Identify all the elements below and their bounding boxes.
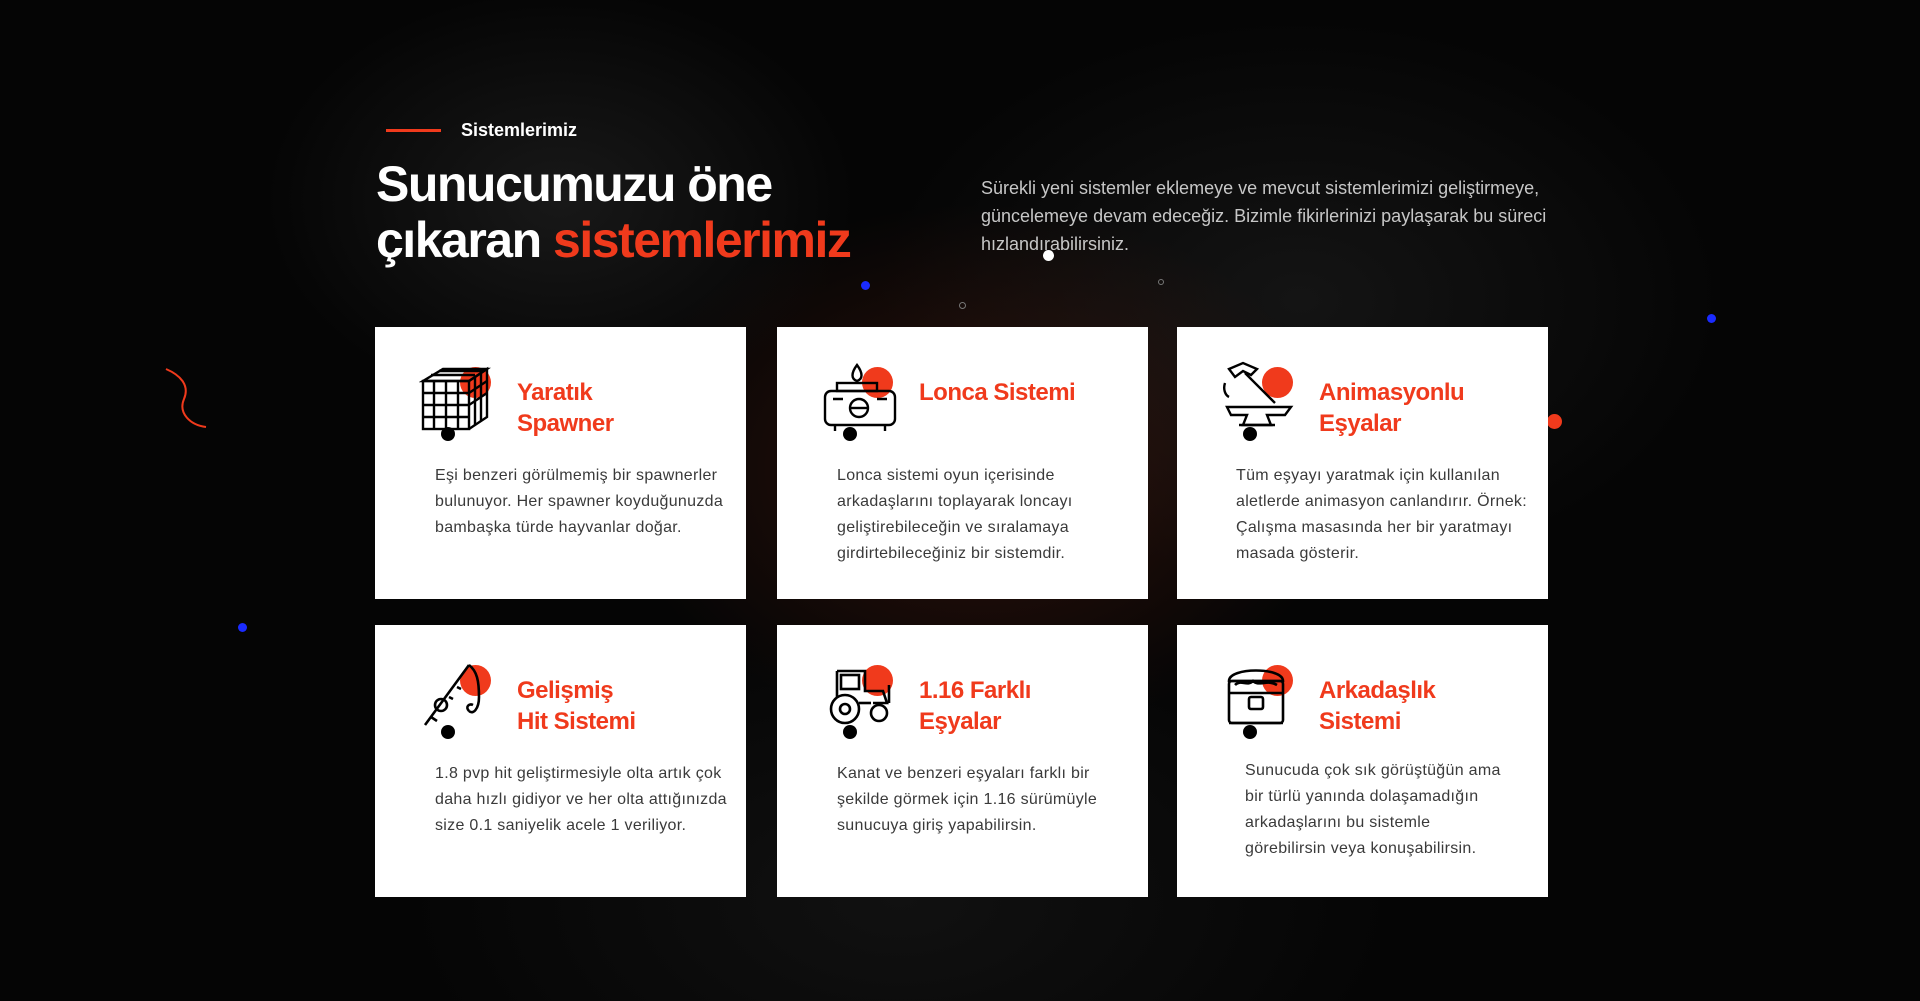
guild-stove-icon xyxy=(821,359,899,437)
eyebrow-line xyxy=(386,129,441,132)
heading-line1: Sunucumuzu öne xyxy=(376,156,772,212)
heading-line2-plain: çıkaran xyxy=(376,212,541,268)
decor-squiggle xyxy=(160,365,210,430)
feature-card-hit-system xyxy=(375,625,746,897)
card-description: Tüm eşyayı yaratmak için kullanılan aletlerde animasyon canlandırır. Örnek: Çalışma masasında her bir yaratmayı masada gösterir. xyxy=(1236,467,1527,562)
feature-card-spawner xyxy=(375,327,746,599)
heading-line2-accent: sistemlerimiz xyxy=(553,212,851,268)
section-heading xyxy=(376,156,850,268)
hammer-anvil-icon xyxy=(1221,359,1299,437)
decor-ring xyxy=(1158,279,1164,285)
feature-card-friendship xyxy=(1177,625,1548,897)
card-description: Sunucuda çok sık görüştüğün ama bir türlü yanında dolaşamadığın arkadaşlarını bu sistemle görebilirsin veya konuşabilirsin. xyxy=(1245,762,1501,857)
section-eyebrow xyxy=(386,120,577,141)
eyebrow-label: Sistemlerimiz xyxy=(461,120,578,140)
feature-card-animated-items xyxy=(1177,327,1548,599)
decor-dot-blue xyxy=(861,281,870,290)
tractor-icon xyxy=(821,657,899,735)
card-description: Kanat ve benzeri eşyaları farklı bir şekilde görmek için 1.16 sürümüyle sunucuya giriş yapabilirsin. xyxy=(837,765,1098,834)
section-intro: Sürekli yeni sistemler eklemeye ve mevcut sistemlerimizi geliştirmeye, güncelemeye devam edeceğiz. Bizimle fikirlerinizi paylaşarak bu süreci hızlandırabilirsiniz. xyxy=(981,178,1547,254)
card-description: Lonca sistemi oyun içerisinde arkadaşlarını toplayarak loncayı geliştirebileceğin ve sıralamaya girdirtebileceğiniz bir sistemdir. xyxy=(837,467,1073,562)
card-title: Gelişmiş Hit Sistemi xyxy=(517,677,636,735)
spawner-cage-icon xyxy=(419,359,497,437)
decor-dot-blue xyxy=(1707,314,1716,323)
decor-ring xyxy=(959,302,966,309)
card-description: Eşi benzeri görülmemiş bir spawnerler bulunuyor. Her spawner koyduğunuzda bambaşka türde hayvanlar doğar. xyxy=(435,467,724,536)
treasure-chest-icon xyxy=(1221,657,1299,735)
card-title: Animasyonlu Eşyalar xyxy=(1319,379,1465,437)
card-title: 1.16 Farklı Eşyalar xyxy=(919,677,1031,735)
card-description: 1.8 pvp hit geliştirmesiyle olta artık çok daha hızlı gidiyor ve her olta attığınızda size 0.1 saniyelik acele 1 veriliyor. xyxy=(435,765,727,834)
card-title: Arkadaşlık Sistemi xyxy=(1319,677,1436,735)
feature-card-new-items xyxy=(777,625,1148,897)
decor-dot-blue xyxy=(238,623,247,632)
fishing-rod-icon xyxy=(419,657,497,735)
card-title: Lonca Sistemi xyxy=(919,379,1076,406)
card-title: Yaratık Spawner xyxy=(517,379,614,437)
decor-dot-orange xyxy=(1547,414,1562,429)
feature-card-guild xyxy=(777,327,1148,599)
